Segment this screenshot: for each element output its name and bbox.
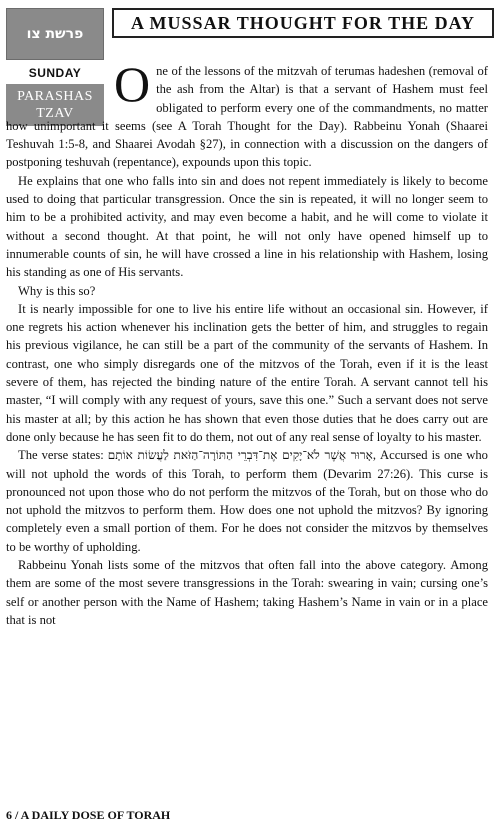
parasha-hebrew-box — [6, 8, 104, 60]
paragraph-4: It is nearly impossible for one to live his entire life without an occasional sin. However, if one regrets his action whenever his inclination gets the better of him, and struggles to regain his previous vigilance, he can still be a part of the community of the servants of Hashem. In contrast, one who simply disregards one of the mitzvos of the Torah, even if it is the least severe of them, has rejected the binding nature of the entire Torah. A servant cannot tell his master, “I will comply with any request of yours, save this one.” Such a servant does not serve his master at all; by this action he has shown that even those duties that he does carry out are done only because he has seen fit to do them, not out of any real sense of loyalty to his master. — [6, 301, 488, 444]
paragraph-5-lead: The verse states: — [18, 448, 104, 463]
article-body — [6, 56, 488, 629]
page-footer: 6 / A DAILY DOSE OF TORAH — [6, 808, 171, 822]
paragraph-3: Why is this so? — [18, 283, 96, 298]
hebrew-verse: אָרוּר אֲשֶׁר לֹא־יָקִים אֶת־דִּבְרֵי הַתּוֹרָה־הַזֹּאת לַעֲשׂוֹת אוֹתָם — [107, 448, 373, 463]
paragraph-2: He explains that one who falls into sin and does not repent immediately is likely to become used to doing that particular transgression. Once the sin is repeated, it will no longer seem to him to be a prohibited activity, and may even become a habit, and he will come to violate it without a second thought. At that point, he will not only have opened himself up to innumerable counts of sin, he will have crossed a line in his relationship with Hashem, losing his standing as one of His servants. — [6, 173, 488, 280]
paragraph-5-rest: , Accursed is one who will not uphold the words of this Torah, to perform them (Devarim 27:26). This curse is pronounced not upon those who do not perform the mitzvos of the Torah, but on those who do not uphold the mitzvos to perform them. How does one not uphold the mitzvos? By ignoring completely even a small portion of them. For he does not consider the mitzvos by themselves to be worthy of upholding. — [6, 448, 488, 554]
section-header — [112, 8, 494, 38]
parasha-hebrew: פרשת צו — [26, 26, 84, 42]
day-label: SUNDAY — [28, 66, 82, 80]
paragraph-5 — [6, 446, 488, 556]
paragraph-1 — [6, 56, 488, 172]
paragraph-6: Rabbeinu Yonah lists some of the mitzvos that often fall into the above category. Among them are some of the most severe transgressions in the Torah: swearing in vain; cursing one’s self or another person with the Name of Hashem; taking Hashem’s Name in vain or in a place that is not — [6, 558, 488, 627]
parashas-line2: TZAV — [36, 106, 74, 121]
drop-cap: O — [114, 56, 151, 112]
parashas-line1: PARASHAS — [17, 89, 93, 104]
page-title: A MUSSAR THOUGHT FOR THE DAY — [131, 12, 475, 33]
paragraph-1-text: ne of the lessons of the mitzvah of terumas hadeshen (removal of the ash from the Altar) is that a servant of Hashem must feel obligated to perform every one of the commandments, no matter how unimportant it seems (see A Torah Thought for the Day). Rabbeinu Yonah (Shaarei Teshuvah 1:5-8, and Shaarei Avodah §27), in connection with a discussion on the dangers of postponing teshuvah (repentance), expounds upon this topic. — [6, 64, 488, 170]
